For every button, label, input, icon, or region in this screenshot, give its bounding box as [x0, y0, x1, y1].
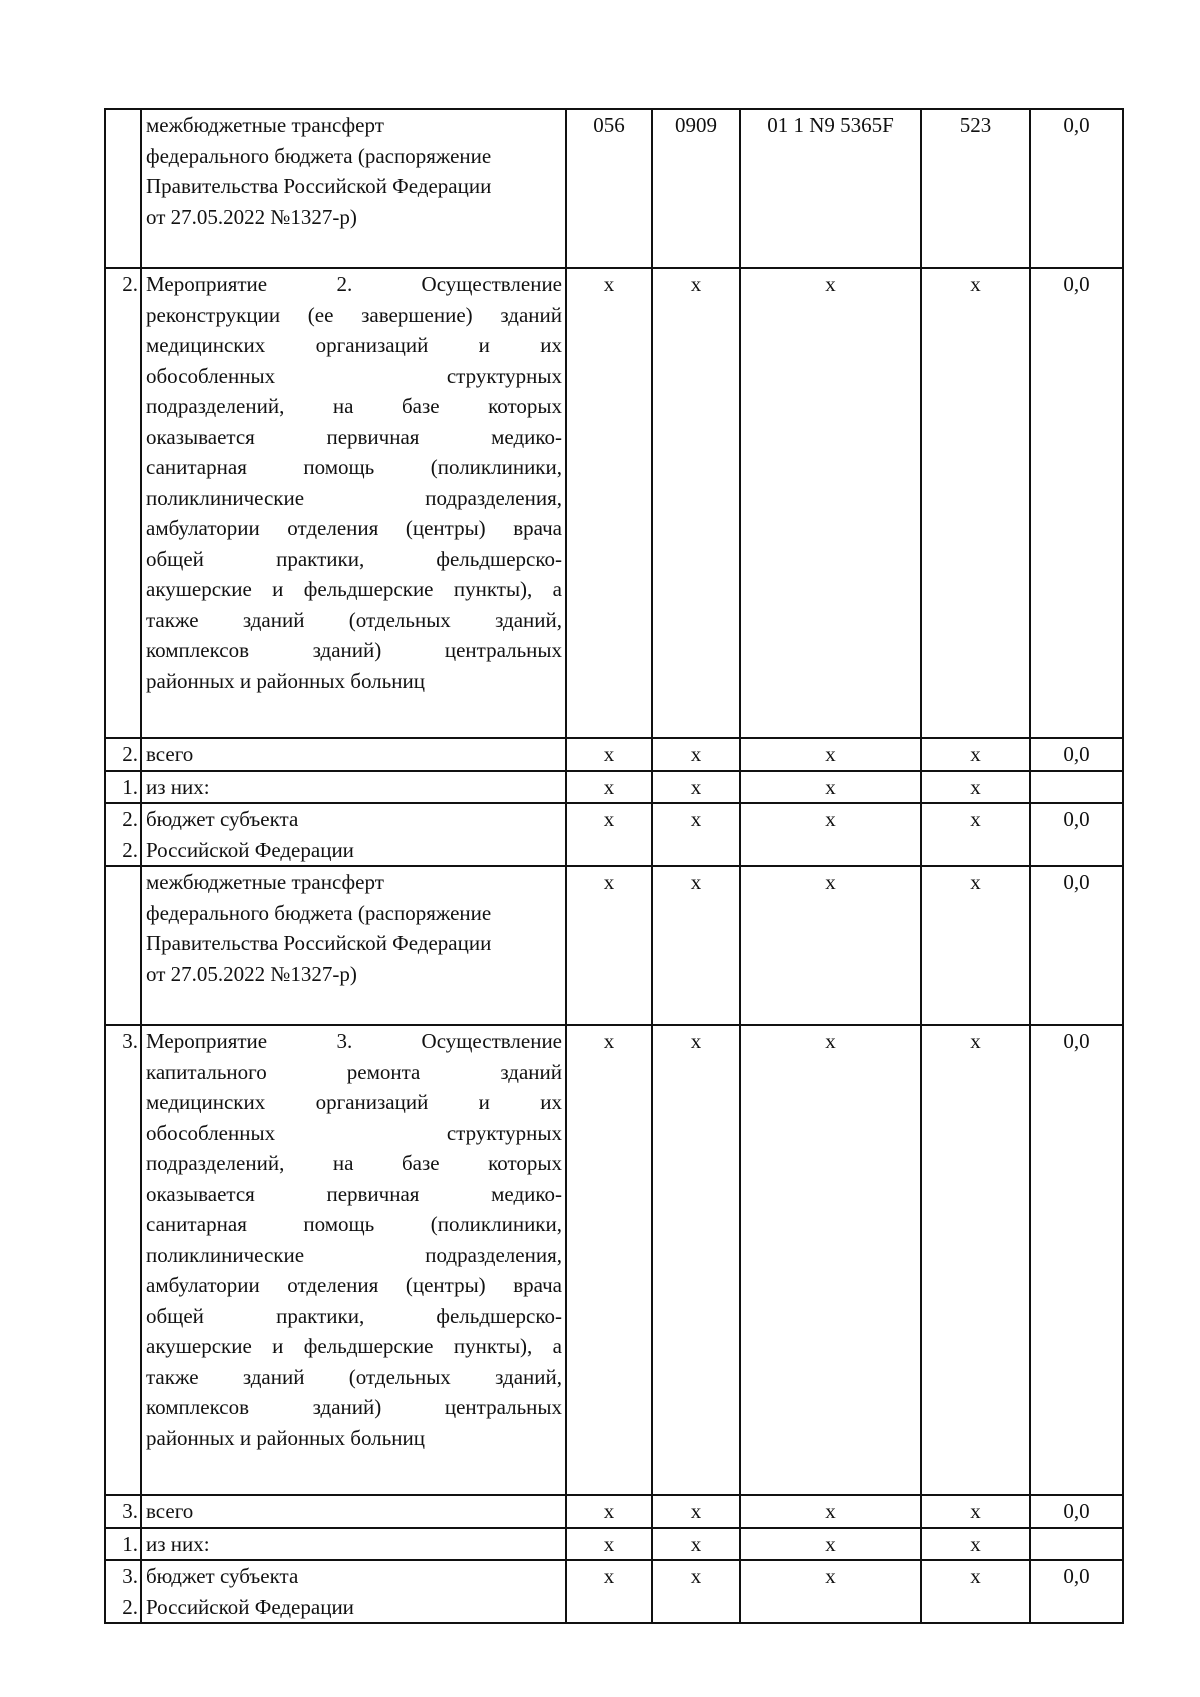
target-article-cell: x [740, 803, 921, 866]
description-line: Российской Федерации [146, 1594, 354, 1619]
row-number: 1. [122, 1531, 138, 1556]
amount-cell: 0,0 [1030, 109, 1123, 268]
description-line: медицинских организаций и их [146, 333, 562, 357]
department-code-cell: x [566, 1528, 652, 1561]
amount-cell [1030, 1528, 1123, 1561]
description-cell [141, 109, 566, 268]
description-line: санитарная помощь (поликлиники, [146, 1212, 562, 1236]
expense-type-cell: x [921, 866, 1030, 1025]
row-number-cell [105, 803, 141, 866]
table-row [105, 1560, 1123, 1623]
section-code-cell: x [652, 268, 740, 738]
table-row [105, 1528, 1123, 1561]
section-code-cell: x [652, 771, 740, 804]
row-number: 3. [122, 1499, 138, 1523]
description-line: комплексов зданий) центральных [146, 1395, 562, 1419]
description-line: от 27.05.2022 №1327-р) [146, 961, 357, 986]
description-line: бюджет субъекта [146, 807, 299, 831]
description-line: межбюджетные трансферт [146, 113, 384, 137]
description-line: общей практики, фельдшерско- [146, 546, 562, 571]
section-code-cell: x [652, 803, 740, 866]
description-line: реконструкции (ее завершение) зданий [146, 302, 562, 327]
description-line: бюджет субъекта [146, 1564, 299, 1588]
department-code-cell: x [566, 1025, 652, 1495]
description-line: Мероприятие 2. Осуществление [146, 272, 562, 296]
amount-cell [1030, 771, 1123, 804]
row-number-cell [105, 268, 141, 738]
expense-type-cell: x [921, 803, 1030, 866]
description-line: акушерские и фельдшерские пункты), а [146, 1334, 562, 1358]
description-line: из них: [146, 1531, 210, 1556]
target-article-cell: x [740, 268, 921, 738]
section-code-cell: x [652, 1560, 740, 1623]
description-cell [141, 866, 566, 1025]
amount-cell: 0,0 [1030, 1560, 1123, 1623]
description-line: обособленных структурных [146, 363, 562, 388]
target-article-cell: x [740, 771, 921, 804]
table-row [105, 771, 1123, 804]
department-code-cell: x [566, 866, 652, 1025]
description-line: медицинских организаций и их [146, 1090, 562, 1114]
row-number-cell [105, 1560, 141, 1623]
row-number-cell [105, 1528, 141, 1561]
row-number: 1. [122, 774, 138, 799]
amount-cell: 0,0 [1030, 803, 1123, 866]
description-line: Правительства Российской Федерации [146, 174, 492, 198]
description-cell [141, 771, 566, 804]
description-line: районных и районных больниц [146, 668, 425, 693]
row-number: 3. [122, 1564, 138, 1588]
description-cell [141, 1528, 566, 1561]
description-line: обособленных структурных [146, 1120, 562, 1145]
description-line: подразделений, на базе которых [146, 1151, 562, 1175]
department-code-cell: 056 [566, 109, 652, 268]
description-cell [141, 803, 566, 866]
row-number: 2. [122, 837, 138, 862]
row-number-cell [105, 771, 141, 804]
expense-type-cell: x [921, 268, 1030, 738]
section-code-cell: x [652, 738, 740, 771]
target-article-cell: x [740, 866, 921, 1025]
description-line: всего [146, 742, 194, 766]
expense-type-cell: x [921, 771, 1030, 804]
row-number-cell [105, 1495, 141, 1528]
expense-type-cell: x [921, 738, 1030, 771]
description-line: Мероприятие 3. Осуществление [146, 1029, 562, 1053]
department-code-cell: x [566, 1495, 652, 1528]
table-row [105, 866, 1123, 1025]
expense-type-cell: x [921, 1528, 1030, 1561]
description-cell [141, 1560, 566, 1623]
description-line: капитального ремонта зданий [146, 1059, 562, 1084]
row-number-cell [105, 109, 141, 268]
row-number: 2. [122, 272, 138, 296]
department-code-cell: x [566, 738, 652, 771]
description-line: акушерские и фельдшерские пункты), а [146, 577, 562, 601]
expense-type-cell: x [921, 1025, 1030, 1495]
section-code-cell: x [652, 1495, 740, 1528]
row-number-cell [105, 738, 141, 771]
description-cell [141, 1495, 566, 1528]
description-line: всего [146, 1499, 194, 1523]
table-row [105, 1025, 1123, 1495]
description-line: Правительства Российской Федерации [146, 931, 492, 955]
table-row [105, 803, 1123, 866]
description-line: из них: [146, 774, 210, 799]
description-line: федерального бюджета (распоряжение [146, 143, 492, 168]
target-article-cell: x [740, 1495, 921, 1528]
section-code-cell: x [652, 1528, 740, 1561]
target-article-cell: x [740, 1560, 921, 1623]
row-number-cell [105, 866, 141, 1025]
section-code-cell: x [652, 1025, 740, 1495]
row-number: 2. [122, 1594, 138, 1619]
description-line: подразделений, на базе которых [146, 394, 562, 418]
amount-cell: 0,0 [1030, 268, 1123, 738]
department-code-cell: x [566, 803, 652, 866]
budget-table [104, 108, 1124, 1624]
row-number: 2. [122, 742, 138, 766]
description-line: поликлинические подразделения, [146, 485, 562, 510]
amount-cell: 0,0 [1030, 738, 1123, 771]
description-line: районных и районных больниц [146, 1425, 425, 1450]
description-line: оказывается первичная медико- [146, 1181, 562, 1206]
description-cell [141, 268, 566, 738]
target-article-cell: x [740, 738, 921, 771]
table-row [105, 1495, 1123, 1528]
row-number: 2. [122, 807, 138, 831]
target-article-cell: x [740, 1025, 921, 1495]
department-code-cell: x [566, 268, 652, 738]
section-code-cell: 0909 [652, 109, 740, 268]
amount-cell: 0,0 [1030, 866, 1123, 1025]
department-code-cell: x [566, 1560, 652, 1623]
description-line: межбюджетные трансферт [146, 870, 384, 894]
description-cell [141, 738, 566, 771]
description-line: также зданий (отдельных зданий, [146, 607, 562, 632]
target-article-cell: x [740, 1528, 921, 1561]
section-code-cell: x [652, 866, 740, 1025]
description-line: санитарная помощь (поликлиники, [146, 455, 562, 479]
table-row [105, 738, 1123, 771]
expense-type-cell: 523 [921, 109, 1030, 268]
table-row [105, 268, 1123, 738]
description-line: также зданий (отдельных зданий, [146, 1364, 562, 1389]
expense-type-cell: x [921, 1560, 1030, 1623]
amount-cell: 0,0 [1030, 1495, 1123, 1528]
description-line: оказывается первичная медико- [146, 424, 562, 449]
row-number: 3. [122, 1029, 138, 1053]
target-article-cell: 01 1 N9 5365F [740, 109, 921, 268]
description-line: федерального бюджета (распоряжение [146, 900, 492, 925]
expense-type-cell: x [921, 1495, 1030, 1528]
description-line: от 27.05.2022 №1327-р) [146, 204, 357, 229]
description-line: поликлинические подразделения, [146, 1242, 562, 1267]
amount-cell: 0,0 [1030, 1025, 1123, 1495]
department-code-cell: x [566, 771, 652, 804]
description-line: комплексов зданий) центральных [146, 638, 562, 662]
table-row [105, 109, 1123, 268]
description-line: амбулатории отделения (центры) врача [146, 1273, 562, 1297]
description-line: амбулатории отделения (центры) врача [146, 516, 562, 540]
row-number-cell [105, 1025, 141, 1495]
description-line: Российской Федерации [146, 837, 354, 862]
description-cell [141, 1025, 566, 1495]
description-line: общей практики, фельдшерско- [146, 1303, 562, 1328]
table-body [105, 109, 1123, 1623]
